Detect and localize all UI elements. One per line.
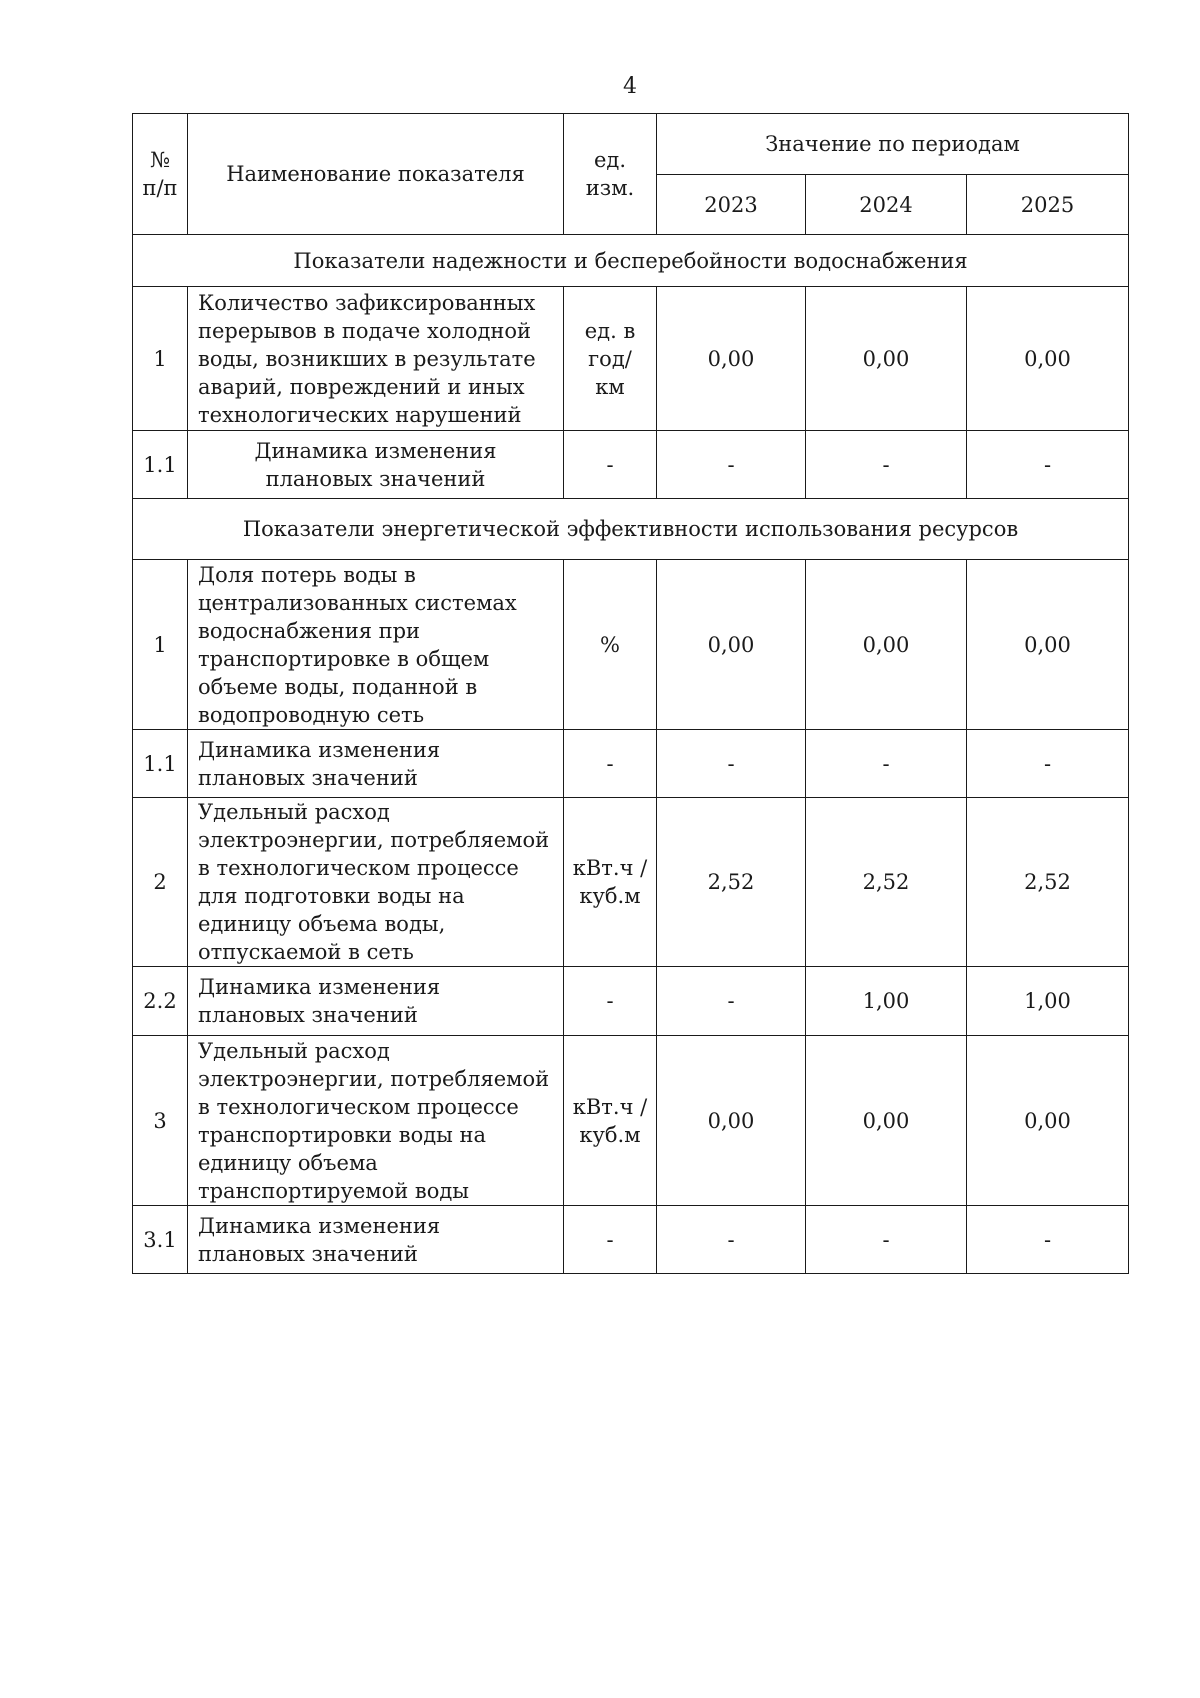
table-row: [133, 798, 1129, 967]
row-name: Удельный расход электроэнергии, потребляемой в технологическом процессе транспортировки воды на единицу объема транспортируемой воды: [188, 1036, 564, 1206]
table-row: [133, 431, 1129, 499]
table-header-row: [133, 114, 1129, 175]
row-name: Динамика изменения плановых значений: [188, 431, 564, 499]
row-value: 0,00: [806, 560, 967, 730]
header-year: 2024: [806, 175, 967, 235]
row-value: 0,00: [967, 287, 1129, 431]
row-name: Динамика изменения плановых значений: [188, 967, 564, 1036]
table-row: [133, 287, 1129, 431]
row-value: 1,00: [806, 967, 967, 1036]
row-value: -: [967, 730, 1129, 798]
row-num: 1.1: [133, 730, 188, 798]
row-value: -: [806, 431, 967, 499]
row-unit: кВт.ч / куб.м: [564, 798, 657, 967]
row-unit: -: [564, 967, 657, 1036]
row-name: Динамика изменения плановых значений: [188, 730, 564, 798]
header-name: Наименование показателя: [188, 114, 564, 235]
section-title: Показатели надежности и бесперебойности водоснабжения: [133, 235, 1129, 287]
section-title: Показатели энергетической эффективности использования ресурсов: [133, 499, 1129, 560]
row-value: -: [967, 1206, 1129, 1274]
row-name: Доля потерь воды в централизованных системах водоснабжения при транспортировке в общем объеме воды, поданной в водопроводную сеть: [188, 560, 564, 730]
table-row: [133, 730, 1129, 798]
header-num: № п/п: [133, 114, 188, 235]
table-row: [133, 1036, 1129, 1206]
row-value: 2,52: [806, 798, 967, 967]
row-name: Динамика изменения плановых значений: [188, 1206, 564, 1274]
row-unit: кВт.ч / куб.м: [564, 1036, 657, 1206]
row-value: -: [806, 1206, 967, 1274]
table-row: [133, 967, 1129, 1036]
row-num: 1.1: [133, 431, 188, 499]
section-row: [133, 499, 1129, 560]
row-value: -: [657, 1206, 806, 1274]
row-value: 2,52: [967, 798, 1129, 967]
row-num: 1: [133, 287, 188, 431]
row-unit: -: [564, 730, 657, 798]
row-name: Удельный расход электроэнергии, потребляемой в технологическом процессе для подготовки воды на единицу объема воды, отпускаемой в сеть: [188, 798, 564, 967]
row-num: 2.2: [133, 967, 188, 1036]
header-unit: ед. изм.: [564, 114, 657, 235]
row-num: 3: [133, 1036, 188, 1206]
row-name: Количество зафиксированных перерывов в подаче холодной воды, возникших в результате аварий, повреждений и иных технологических нарушений: [188, 287, 564, 431]
row-value: 0,00: [657, 1036, 806, 1206]
row-num: 1: [133, 560, 188, 730]
row-value: -: [657, 967, 806, 1036]
section-row: [133, 235, 1129, 287]
table-row: [133, 560, 1129, 730]
row-value: -: [806, 730, 967, 798]
header-periods: Значение по периодам: [657, 114, 1129, 175]
indicators-table: [132, 113, 1129, 1274]
row-unit: %: [564, 560, 657, 730]
row-value: 0,00: [967, 1036, 1129, 1206]
row-value: 0,00: [657, 560, 806, 730]
row-num: 2: [133, 798, 188, 967]
header-year: 2023: [657, 175, 806, 235]
row-value: 0,00: [806, 287, 967, 431]
row-value: -: [967, 431, 1129, 499]
page-number: 4: [623, 74, 637, 99]
row-value: -: [657, 730, 806, 798]
row-value: 0,00: [806, 1036, 967, 1206]
row-unit: -: [564, 431, 657, 499]
row-value: 1,00: [967, 967, 1129, 1036]
table-row: [133, 1206, 1129, 1274]
row-value: -: [657, 431, 806, 499]
row-unit: ед. в год/ км: [564, 287, 657, 431]
row-value: 0,00: [657, 287, 806, 431]
row-unit: -: [564, 1206, 657, 1274]
row-value: 2,52: [657, 798, 806, 967]
row-value: 0,00: [967, 560, 1129, 730]
header-year: 2025: [967, 175, 1129, 235]
row-num: 3.1: [133, 1206, 188, 1274]
